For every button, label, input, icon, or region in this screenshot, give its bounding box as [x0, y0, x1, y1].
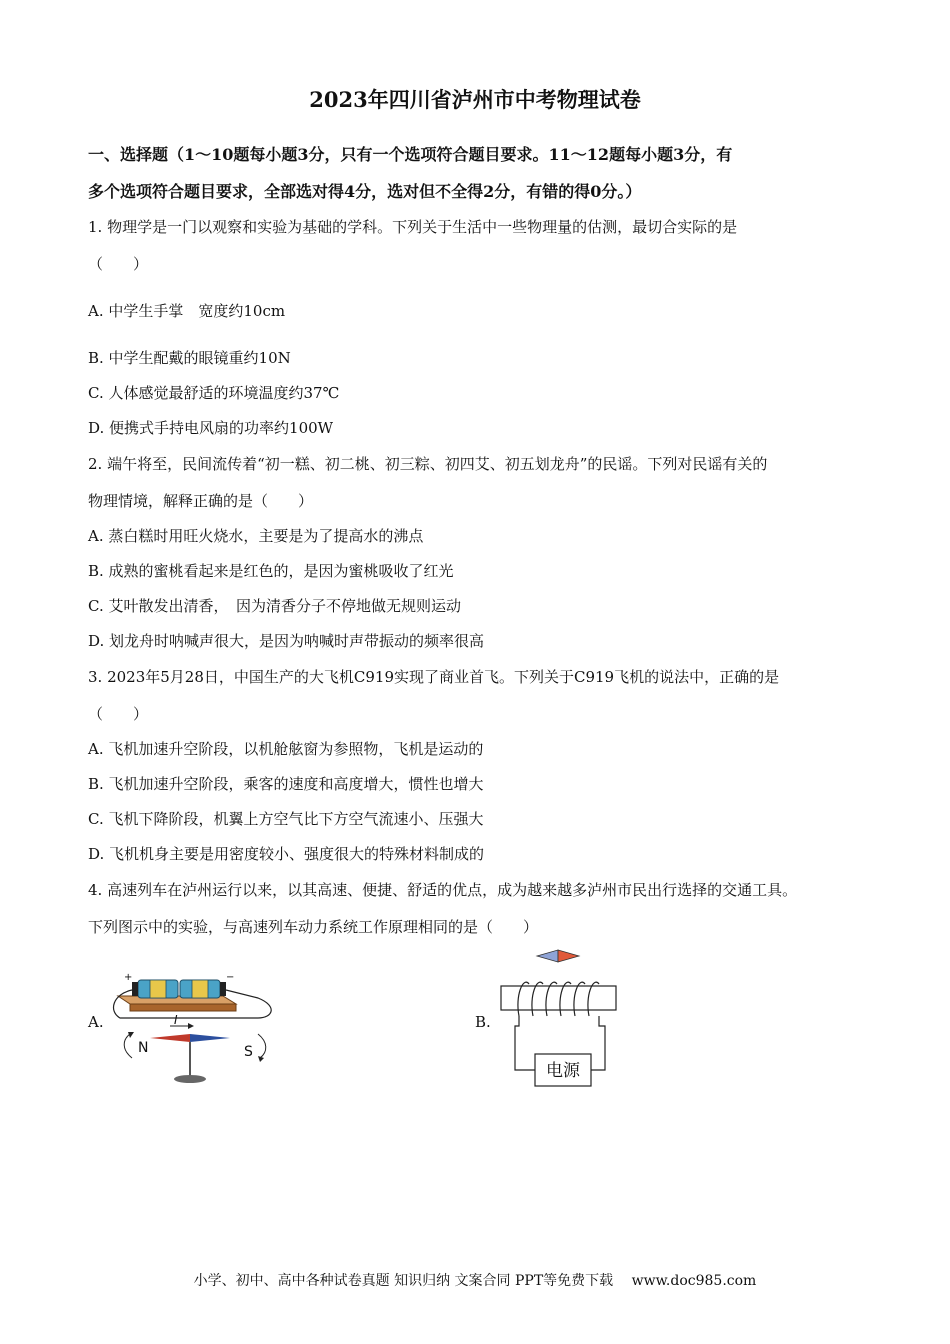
north-label: N [138, 1040, 149, 1056]
q4-stem-line-1: 4. 高速列车在泸州运行以来，以其高速、便捷、舒适的优点，成为越来越多泸州市民出行选择的交通工具。 [88, 881, 798, 899]
section-heading-line-1: 一、选择题（1～10题每小题3分，只有一个选项符合题目要求。11～12题每小题3分，有 [88, 145, 733, 164]
q1-option-a: A. 中学生手掌 宽度约10cm [88, 302, 286, 320]
page-footer: 小学、初中、高中各种试卷真题 知识归纳 文案合同 PPT等免费下载 www.doc985.com [193, 1273, 757, 1289]
q3-stem-line-2: （ ） [88, 705, 149, 723]
q4-figure-a-label: A. [88, 1013, 104, 1031]
current-label: I [174, 1013, 178, 1027]
compass-red-half [558, 950, 579, 962]
q4-figure-b-label: B. [475, 1013, 491, 1031]
section-heading-line-2: 多个选项符合题目要求，全部选对得4分，选对但不全得2分，有错的得0分。） [88, 182, 642, 201]
q1-option-c: C. 人体感觉最舒适的环境温度约37℃ [88, 384, 340, 402]
q4-figure-a-oersted-experiment [108, 966, 283, 1091]
q1-stem-line-2: （ ） [88, 255, 149, 273]
q2-option-d: D. 划龙舟时呐喊声很大，是因为呐喊时声带振动的频率很高 [88, 632, 485, 650]
q3-option-b: B. 飞机加速升空阶段，乘客的速度和高度增大，惯性也增大 [88, 775, 484, 793]
q3-option-d: D. 飞机机身主要是用密度较小、强度很大的特殊材料制成的 [88, 845, 485, 863]
q2-option-b: B. 成熟的蜜桃看起来是红色的，是因为蜜桃吸收了红光 [88, 562, 454, 580]
q1-option-d: D. 便携式手持电风扇的功率约100W [88, 419, 334, 437]
page-title: 2023年四川省泸州市中考物理试卷 [309, 87, 641, 112]
terminal-right [220, 982, 226, 996]
needle-north-half [150, 1034, 190, 1042]
minus-sign: − [226, 972, 235, 983]
q3-stem-line-1: 3. 2023年5月28日，中国生产的大飞机C919实现了商业首飞。下列关于C919飞机的说法中，正确的是 [88, 668, 780, 686]
q1-stem-line-1: 1. 物理学是一门以观察和实验为基础的学科。下列关于生活中一些物理量的估测，最切合实际的是 [88, 218, 738, 236]
q2-stem-line-2: 物理情境，解释正确的是（ ） [88, 492, 314, 510]
south-label: S [244, 1044, 253, 1060]
plus-sign: + [124, 972, 133, 983]
wire-right [591, 1016, 605, 1070]
power-source-label: 电源 [546, 1061, 580, 1081]
q4-figure-b-electromagnet [495, 944, 630, 1094]
stand-base [174, 1075, 206, 1083]
rotation-arrow-right [258, 1034, 266, 1058]
q2-option-c: C. 艾叶散发出清香， 因为清香分子不停地做无规则运动 [88, 597, 461, 615]
terminal-left [132, 982, 138, 996]
q3-option-a: A. 飞机加速升空阶段，以机舱舷窗为参照物，飞机是运动的 [88, 740, 484, 758]
wire-left [515, 1016, 535, 1070]
base-front [130, 1004, 236, 1011]
rotation-arrow-left [124, 1034, 132, 1058]
q4-stem-line-2: 下列图示中的实验，与高速列车动力系统工作原理相同的是（ ） [88, 918, 539, 936]
q2-option-a: A. 蒸白糕时用旺火烧水，主要是为了提高水的沸点 [88, 527, 424, 545]
needle-south-half [190, 1034, 230, 1042]
q3-option-c: C. 飞机下降阶段，机翼上方空气比下方空气流速小、压强大 [88, 810, 484, 828]
compass-blue-half [537, 950, 558, 962]
q1-option-b: B. 中学生配戴的眼镜重约10N [88, 349, 291, 367]
q2-stem-line-1: 2. 端午将至，民间流传着“初一糕、初二桃、初三粽、初四艾、初五划龙舟”的民谣。下列对民谣有关的 [88, 455, 768, 473]
